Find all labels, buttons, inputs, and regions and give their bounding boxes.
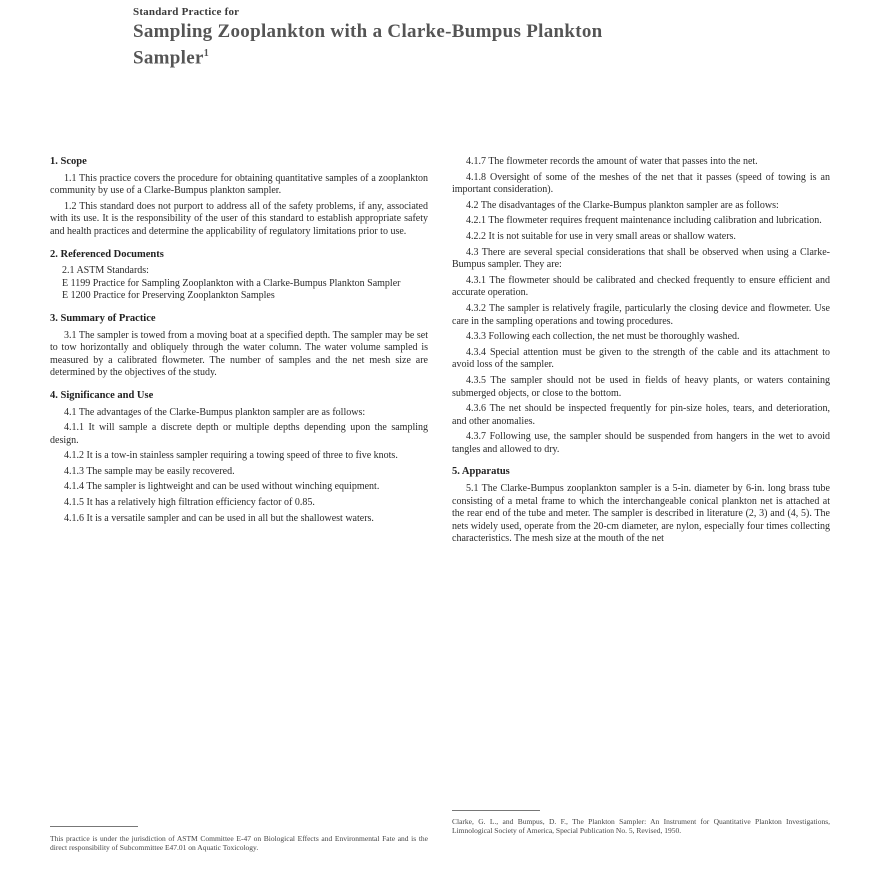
paragraph: 4.1.4 The sampler is lightweight and can be used without winching equipment. — [64, 481, 380, 493]
paragraph: 4.1.6 It is a versatile sampler and can be used in all but the shallowest waters. — [64, 512, 374, 524]
paragraph: 4.2 The disadvantages of the Clarke-Bumpus plankton sampler are as follows: — [466, 199, 779, 211]
document-kicker: Standard Practice for — [133, 6, 240, 18]
section-heading: 3. Summary of Practice — [50, 312, 156, 324]
paragraph: 4.1.5 It has a relatively high filtration efficiency factor of 0.85. — [64, 497, 315, 509]
footnote-divider-left — [50, 826, 138, 827]
document-header — [133, 6, 753, 69]
paragraph: 4.3.3 Following each collection, the net must be thoroughly washed. — [466, 331, 740, 343]
reference-item: E 1199 Practice for Sampling Zooplankton with a Clarke-Bumpus Plankton Sampler — [62, 277, 401, 289]
paragraph: 1.2 This standard does not purport to address all of the safety problems, if any, associated with its use. It is the responsibility of the user of this standard to establish appropriate safety and health practices and determine the applicability of regulatory limitations prior to use. — [50, 200, 428, 237]
paragraph: 1.1 This practice covers the procedure for obtaining quantitative samples of a zooplankton community by use of a Clarke-Bumpus plankton sampler. — [50, 172, 428, 197]
paragraph: 4.3.5 The sampler should not be used in fields of heavy plants, or waters containing submerged objects, or close to the bottom. — [452, 374, 830, 399]
paragraph: 4.1.3 The sample may be easily recovered. — [64, 465, 235, 477]
section-heading: 5. Apparatus — [452, 466, 510, 478]
paragraph: 3.1 The sampler is towed from a moving boat at a specified depth. The sampler may be set to tow horizontally and obliquely through the water column. The water volume sampled is measured by a calibrated flowmeter. The number of samples and the net mesh size are determined by the objectives of the study. — [50, 329, 428, 379]
reference-item: 2.1 ASTM Standards: — [62, 265, 149, 277]
paragraph: 4.2.2 It is not suitable for use in very small areas or shallow waters. — [466, 230, 736, 242]
document-title — [133, 21, 753, 69]
paragraph: 4.3 There are several special considerations that shall be observed when using a Clarke-Bumpus sampler. They are: — [452, 246, 830, 271]
reference-item: E 1200 Practice for Preserving Zooplankton Samples — [62, 290, 275, 302]
paragraph: 4.1 The advantages of the Clarke-Bumpus plankton sampler are as follows: — [64, 406, 366, 418]
paragraph: 4.3.4 Special attention must be given to the strength of the cable and its attachment to avoid loss of the sampler. — [452, 346, 830, 371]
footnote-right: Clarke, G. L., and Bumpus, D. F., The Plankton Sampler: An Instrument for Quantitative Plankton Investigations, Limnological Society of America, Special Publication No. 5, Revised, 1950. — [452, 817, 830, 835]
paragraph: 4.3.2 The sampler is relatively fragile, particularly the closing device and flowmeter. Use care in the sampling operations and towing procedures. — [452, 302, 830, 327]
paragraph: 4.2.1 The flowmeter requires frequent maintenance including calibration and lubrication. — [466, 215, 822, 227]
footnote-left: This practice is under the jurisdiction of ASTM Committee E-47 on Biological Effects and Environmental Fate and is the direct responsibility of Subcommittee E47.01 on Aquatic Toxicology. — [50, 834, 428, 852]
section-heading: 4. Significance and Use — [50, 389, 154, 401]
paragraph: 4.1.8 Oversight of some of the meshes of the net that it passes (speed of towing is an important consideration). — [452, 171, 830, 196]
right-column — [452, 156, 830, 549]
footnote-divider-right — [452, 810, 540, 811]
reference-list — [50, 265, 428, 303]
title-line-2: Sampler — [133, 47, 204, 69]
paragraph: 4.1.1 It will sample a discrete depth or multiple depths depending upon the sampling design. — [50, 422, 428, 446]
title-line-1: Sampling Zooplankton with a Clarke-Bumpus Plankton — [133, 21, 603, 42]
paragraph: 4.3.7 Following use, the sampler should be suspended from hangers in the wet to avoid tangles and allowed to dry. — [452, 431, 830, 455]
section-heading: 1. Scope — [50, 156, 87, 167]
paragraph: 4.1.7 The flowmeter records the amount of water that passes into the net. — [466, 156, 758, 167]
paragraph: 5.1 The Clarke-Bumpus zooplankton sampler is a 5-in. diameter by 6-in. long brass tube consisting of a metal frame to which the interchangeable conical plankton net is attached at the rear end of the tube and meter. The sampler is described in literature (2, 3) and (4, 5). The nets widely used, operate from the 20-cm diameter, are nylon, especially four times collecting characteristics. The mesh size at the mouth of the net — [452, 483, 830, 545]
section-heading: 2. Referenced Documents — [50, 248, 164, 260]
paragraph: 4.1.2 It is a tow-in stainless sampler requiring a towing speed of three to five knots. — [64, 450, 398, 462]
paragraph: 4.3.1 The flowmeter should be calibrated and checked frequently to ensure efficient and accurate operation. — [452, 274, 830, 299]
left-column — [50, 156, 428, 528]
title-footnote-mark: 1 — [203, 48, 210, 59]
paragraph: 4.3.6 The net should be inspected frequently for pin-size holes, tears, and deterioration, and other anomalies. — [452, 403, 830, 427]
